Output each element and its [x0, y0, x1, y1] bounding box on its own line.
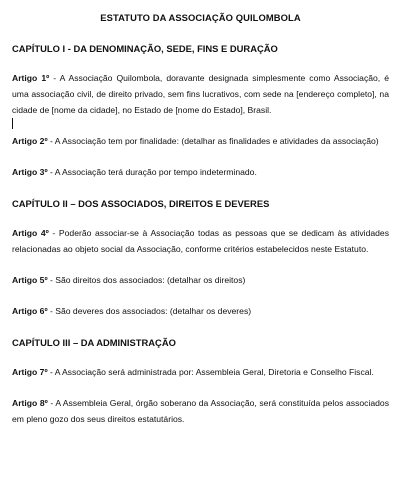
article-label: Artigo 3º	[12, 167, 48, 177]
article-4[interactable]	[12, 225, 389, 257]
chapter-2-heading: CAPÍTULO II – DOS ASSOCIADOS, DIREITOS E DEVERES	[12, 198, 270, 209]
article-label: Artigo 4º	[12, 228, 49, 238]
text-cursor	[12, 118, 13, 129]
article-6[interactable]	[12, 303, 389, 319]
chapter-3-heading: CAPÍTULO III – DA ADMINISTRAÇÃO	[12, 337, 176, 348]
article-5[interactable]	[12, 272, 389, 288]
article-label: Artigo 6º	[12, 306, 48, 316]
chapter-1-heading: CAPÍTULO I - DA DENOMINAÇÃO, SEDE, FINS E DURAÇÃO	[12, 43, 278, 54]
article-text: - A Assembleia Geral, órgão soberano da Associação, será constituída pelos associados em pleno gozo dos seus direitos estatutários.	[12, 398, 389, 424]
article-7[interactable]	[12, 364, 389, 380]
article-text: - A Associação terá duração por tempo indeterminado.	[47, 167, 257, 177]
article-3[interactable]	[12, 164, 389, 180]
article-1[interactable]	[12, 70, 389, 118]
article-label: Artigo 2º	[12, 136, 48, 146]
article-8[interactable]	[12, 395, 389, 427]
article-text: - São direitos dos associados: (detalhar os direitos)	[47, 275, 246, 285]
article-2[interactable]	[12, 133, 389, 149]
article-label: Artigo 1º	[12, 73, 50, 83]
article-text: - Poderão associar-se à Associação todas as pessoas que se dedicam às atividades relacionadas ao objeto social da Associação, conforme critérios estabelecidos neste Estatuto.	[12, 228, 390, 254]
article-label: Artigo 7º	[12, 367, 48, 377]
document-title: ESTATUTO DA ASSOCIAÇÃO QUILOMBOLA	[100, 12, 301, 23]
article-label: Artigo 5º	[12, 275, 48, 285]
article-text: - A Associação Quilombola, doravante designada simplesmente como Associação, é uma associação civil, de direito privado, sem fins lucrativos, com sede na [endereço completo], na cidade de [nome da cidade], no Estado de [nome do Estado], Brasil.	[12, 73, 390, 115]
article-text: - São deveres dos associados: (detalhar os deveres)	[47, 306, 252, 316]
article-text: - A Associação será administrada por: Assembleia Geral, Diretoria e Conselho Fiscal.	[47, 367, 374, 377]
article-text: - A Associação tem por finalidade: (detalhar as finalidades e atividades da associação)	[47, 136, 379, 146]
article-label: Artigo 8º	[12, 398, 48, 408]
